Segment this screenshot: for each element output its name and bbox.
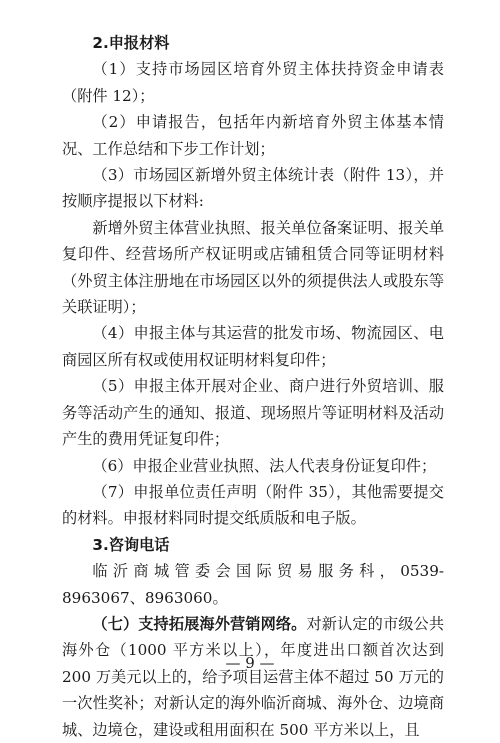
page-content bbox=[62, 30, 444, 743]
list-item-4: （4）申报主体与其运营的批发市场、物流园区、电商园区所有权或使用权证明材料复印件； bbox=[62, 324, 444, 369]
section-7-lead: （七）支持拓展海外营销网络。 bbox=[92, 614, 307, 633]
contact-info: 临沂商城管委会国际贸易服务科，0539-8963067、8963060。 bbox=[62, 562, 444, 607]
list-item-3-detail: 新增外贸主体营业执照、报关单位备案证明、报关单复印件、经营场所产权证明或店铺租赁合同等证明材料（外贸主体注册地在市场园区以外的须提供法人或股东等关联证明）； bbox=[62, 218, 444, 317]
section-7-body: 对新认定的市级公共海外仓（1000 平方米以上），年度进出口额首次达到 200 万美元以上的，给予项目运营主体不超过 50 万元的一次性奖补；对新认定的海外临沂商城、海外仓、边境商城、边境仓，建设或租用面积在 500 平方米以上，且 bbox=[62, 614, 445, 739]
list-item-2: （2）申请报告，包括年内新培育外贸主体基本情况、工作总结和下步工作计划； bbox=[62, 113, 444, 158]
list-item-5: （5）申报主体开展对企业、商户进行外贸培训、服务等活动产生的通知、报道、现场照片等证明材料及活动产生的费用凭证复印件； bbox=[62, 377, 444, 449]
list-item-3: （3）市场园区新增外贸主体统计表（附件 13），并按顺序提报以下材料: bbox=[62, 166, 444, 211]
section-heading-consultation-phone: 3.咨询电话 bbox=[92, 535, 170, 554]
list-item-6: （6）申报企业营业执照、法人代表身份证复印件； bbox=[92, 456, 437, 475]
section-heading-application-materials: 2.申报材料 bbox=[92, 34, 170, 52]
page-number: — 9 — bbox=[225, 654, 275, 672]
list-item-1: （1）支持市场园区培育外贸主体扶持资金申请表（附件 12）； bbox=[62, 60, 444, 105]
section-7-paragraph bbox=[62, 611, 444, 743]
list-item-7: （7）申报单位责任声明（附件 35），其他需要提交的材料。申报材料同时提交纸质版和电子版。 bbox=[62, 482, 444, 528]
